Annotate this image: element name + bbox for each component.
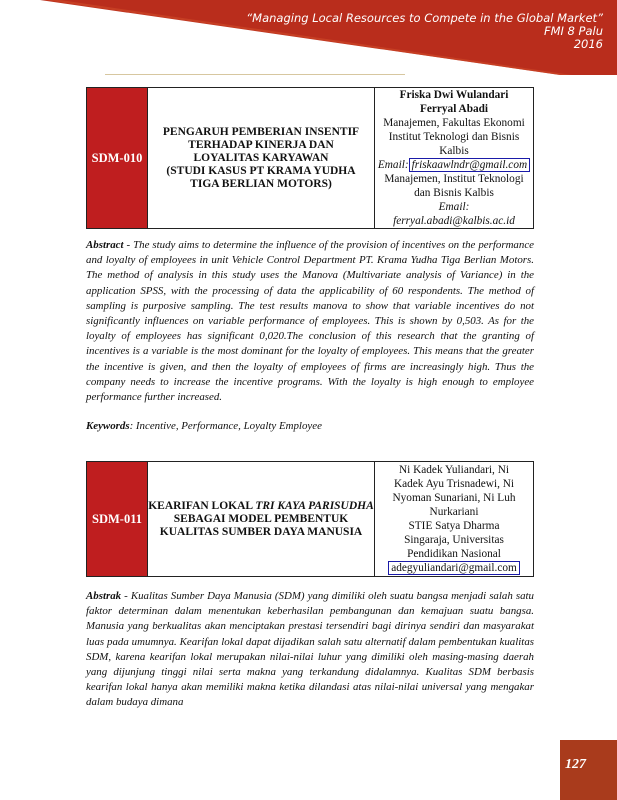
abstract-label: Abstract [86,239,124,251]
conference-theme: “Managing Local Resources to Compete in the Global Market” [246,11,603,25]
paper-title: PENGARUH PEMBERIAN INSENTIF TERHADAP KINERJA DAN LOYALITAS KARYAWAN (STUDI KASUS PT KRAMA YUDHA TIGA BERLIAN MOTORS) [148,88,375,229]
keywords-label: Keywords [86,420,130,432]
email-label: Email: [377,159,409,171]
paper-authors [375,88,534,229]
author-line: Nurkariani [429,506,479,518]
abstract-paragraph [86,589,534,711]
author-line: Ni Kadek Yuliandari, Ni [398,464,509,476]
conference-year: 2016 [573,37,603,51]
email-text: ferryal.abadi@kalbis.ac.id [393,215,515,227]
affiliation: Pendidikan Nasional [407,548,501,560]
conference-name: FMI 8 Palu [543,24,603,38]
abstract-text: - The study aims to determine the influence of the provision of incentives on the performance and loyalty of employees in unit Vehicle Control Department PT. Krama Yudha Tiga Berlian Motors. The method of analysis in this study uses the Manova (Multivariate analysis of Variance) in the application SPSS, with the processing of data the applicability of 60 respondents. The method of sampling is purposive sampling. The test results manova to show that variable incentives do not significantly influences on variable performance of employees. This is shown by 0,503. As for the loyalty of employees has significant 0,020.The conclusion of this research that the granting of incentives is a variable is the most dominant for the loyalty of employees. This means that the greater the incentive is given, and then the loyalty of employees of firms are increasingly high. Thus the company needs to increase the incentive programs. With the loyalty is high enough to employee performance further increased. [86,239,534,404]
affiliation: dan Bisnis Kalbis [414,187,494,199]
paper-code: SDM-010 [87,88,148,229]
affiliation: Institut Teknologi dan Bisnis [388,131,520,143]
header-divider [105,74,405,75]
paper-entry-table [86,87,534,229]
paper-entry-table [86,461,534,577]
email-label: Email: [438,201,470,213]
affiliation: Kalbis [439,145,469,157]
paper-title: KEARIFAN LOKAL TRI KAYA PARISUDHA SEBAGAI MODEL PEMBENTUK KUALITAS SUMBER DAYA MANUSIA [148,462,375,577]
affiliation: Manajemen, Institut Teknologi [384,173,524,185]
author-name: Friska Dwi Wulandari [399,89,509,101]
affiliation: STIE Satya Dharma [408,520,500,532]
author-name: Ferryal Abadi [419,103,489,115]
email-link[interactable]: adegyuliandari@gmail.com [388,561,520,575]
abstract-label: Abstrak [86,590,122,602]
author-line: Kadek Ayu Trisnadewi, Ni [393,478,515,490]
email-link[interactable]: friskaawlndr@gmail.com [409,158,531,172]
keywords-text: : Incentive, Performance, Loyalty Employee [129,420,322,432]
paper-authors [375,462,534,577]
affiliation: Singaraja, Universitas [404,534,504,546]
abstract-paragraph [86,238,534,405]
affiliation: Manajemen, Fakultas Ekonomi [383,117,525,129]
page-number: 127 [565,757,586,772]
abstract-text: - Kualitas Sumber Daya Manusia (SDM) yang dimiliki oleh suatu bangsa menjadi salah satu faktor determinan dalam menentukan keberhasilan pembangunan dan kemajuan suatu bangsa. Manusia yang berkualitas akan menciptakan prestasi tersendiri bagi dirinya sendiri dan masyarakat luas pada umumnya. Kearifan lokal dapat dijadikan salah satu alternatif dalam pembentukan kualitas SDM, karena kearifan lokal merupakan nilai-nilai luhur yang dimiliki oleh masing-masing daerah yang dijunjung tinggi nilai serta makna yang terkandung didalamnya. Kualitas SDM berbasis kearifan lokal hanya akan memiliki makna ketika dilandasi atas nilai-nilai universal yang mengakar dalam budaya dimana [86,590,534,709]
conference-header [246,12,603,51]
paper-code: SDM-011 [87,462,148,577]
author-line: Nyoman Sunariani, Ni Luh [392,492,516,504]
keywords-line [86,420,322,432]
